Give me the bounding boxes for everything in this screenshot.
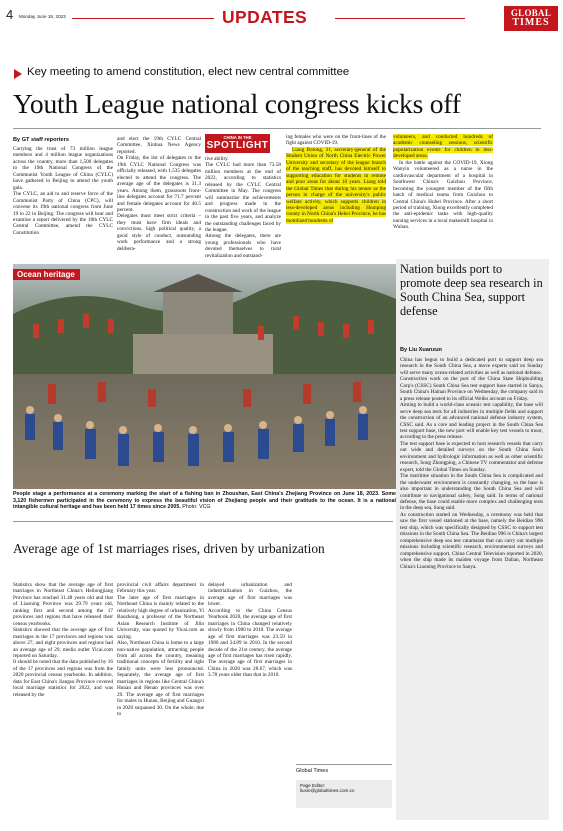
bottom-col-3-text: delayed urbanization and industrialization in Guizhou, the average age of first marriages was lower. According to the China Census Yearbook 2020, the average age of first marriages in China changed relatively slowly from 1980 to 2010. The average age of first marriages was 23.59 in 1980 and 24.89 in 2010. In the second decade of the 21st century, the average age of first marriages has risen rapidly. The average age of first marriages in China in 2020 was 28.67, which was 3.78 years older than that in 2010.: [208, 582, 292, 679]
top-story-col-4: [286, 134, 386, 258]
bottom-col-1: [13, 582, 113, 814]
top-col-5-rest: In the battle against the COVID-19, Xiong Wanyin volunteered as a nurse in the cardiovascular department of a hospital in Southwest China's Guizhou Province, becoming the youngest member of the fifth batch of medical teams from Guizhou to Central China's Hubei Province. After a short period of training, Xiong excellently completed the anti-epidemic tasks with high-quality nursing services in a local makeshift hospital in Wuhan.: [393, 159, 493, 231]
photo-tag: [13, 269, 80, 280]
top-col-3-text: tive ability. The CYLC had more than 73.58 million members at the end of 2022, according to statistics released by the CYLC Central Committee in May. The congress will summarize the achievements and progress made in the construction and work of the league in the past five years, and analyze the outstanding challenges faced by the league. Among the delegates, there are young professionals who have devoted themselves to rural revitalization and outstand-: [205, 156, 281, 258]
top-story-col-2: [117, 136, 201, 258]
top-col-2-text: and elect the 19th CYLC Central Committee, Xinhua News Agency reported. On Friday, the list of delegates to the 19th CYLC National Congress was officially released, with 1,535 delegates elected to attend the congress. The average age of the delegates is 31.3 years. Among them, grassroots front-line delegates account for 71.7 percent and female delegates account for 40.5 percent. Delegates must meet strict criteria – they must have firm ideals and convictions, high political quality, a good style of conduct, outstanding work performance and a strong delibera-: [117, 136, 201, 252]
spotlight-main-text: SPOTLIGHT: [206, 140, 269, 151]
bottom-col-2: [117, 582, 204, 814]
photo-scene: [13, 264, 396, 489]
headline: Youth League national congress kicks off: [13, 88, 461, 119]
bottom-top-rule: [13, 521, 393, 522]
photo-ground: [13, 374, 396, 489]
top-col-4-highlight: [286, 147, 386, 224]
global-times-logo: [504, 6, 558, 31]
bottom-col-3: [208, 582, 292, 732]
photo-caption-text: People stage a performance at a ceremony marking the start of a fishing ban in Zhoushan, East China's Zhejiang Province on June 18, 2023. Some 3,120 fishermen participated in the ceremony to express the beautiful vision of Zhejiang people and their gratitude to the ocean. It is a national intangible cultural heritage and has been held 17 times since 2005.: [13, 491, 396, 510]
spotlight-badge: [205, 134, 270, 153]
section-title: UPDATES: [222, 7, 308, 27]
issue-date: Monday June 19, 2023: [19, 14, 66, 19]
kicker-triangle-icon: [14, 69, 22, 79]
photo-caption: [13, 491, 396, 511]
highlight-liang: Liang Botong, 31, secretary-general of the Student Union of North China Electric Power University and secretary of the league branch of the teaching staff, has devoted himself to supporting education for students in remote and poor areas for about 10 years. Liang told the Global Times that during his tenure as the person in charge of the university's public welfare activity, which supports children in less-developed areas including Shunping county in North China's Hebei Province, he has mobilized hundreds of: [286, 146, 386, 224]
top-story-col-1: [13, 146, 113, 258]
page-number: 4: [6, 7, 14, 22]
side-story-headline: Nation builds port to promote deep sea research in South China Sea, support defense: [400, 262, 543, 318]
bottom-col-1-text: Statistics show that the average age of first marriages in Northeast China's Heilongjiang Province has reached 31.48 years old and that of Liaoning Province was 29.79 years old, ranking first and second among the 17 provinces and regions that have released their census yearbooks. Statistics showed that the average age of first marriages in the 17 provinces and regions was above 27, and eight provinces and regions had an average age of 29, media outlet Yicai.com reported on Saturday. It should be noted that the data published by 16 of the 17 provinces and regions was from the 2020 provincial census yearbooks. In addition, data for East China's Jiangsu Province covered local marriage statistics for 2022, and was released by the: [13, 582, 113, 698]
headline-rule: [13, 128, 541, 129]
byline: By GT staff reporters: [13, 137, 69, 143]
kicker: Key meeting to amend constitution, elect new central committee: [27, 66, 350, 78]
footer-source: Global Times: [296, 768, 329, 774]
ocean-heritage-photo: [13, 264, 396, 489]
footer-rule: [296, 764, 392, 765]
top-col-4-intro: ing females who were on the front-lines of the fight against COVID-19.: [286, 134, 386, 147]
page-editor-box: [296, 780, 392, 808]
top-col-1-text: Carrying the trust of 73 million league members and 4 million league organizations across the country, more than 1,500 delegates to the 19th National Congress of the Communist Youth League of China (CYLC) have gathered in Beijing to attend the youth gala. The CYLC, an aid to and reserve force of the Communist Party of China (CPC), will convene its 19th national congress from June 19 to 22 in Beijing. The congress will hear and examine a report delivered by the 18th CYLC Central Committee, amend the CYLC Constitution: [13, 146, 113, 236]
spotlight-top-text: CHINA IN THE: [223, 135, 252, 140]
logo-line-2: TIMES: [512, 17, 550, 28]
side-story-body: [400, 357, 543, 818]
highlight-volunteers: volunteers, and conducted hundreds of academic counseling sessions, scientific popularization events for children in less-developed areas.: [393, 134, 493, 160]
top-story-col-3: [205, 156, 281, 258]
photo-tag-label: Ocean heritage: [17, 270, 75, 279]
side-story-byline: By Liu Xuanzun: [400, 347, 442, 353]
bottom-headline: Average age of 1st marriages rises, driven by urbanization: [13, 541, 325, 556]
side-story-body-text: China has begun to build a dedicated port to support deep sea research in the South China Sea, a move experts said on Sunday will serve many ocean-related activities as well as national defense. Construction work on the port of the China State Shipbuilding Corp's (CSSC) South China Sea test support base started in Sanya, South China's Hainan Province on Wednesday, the company said in a press release posted to its official Weibo account on Friday. Aiming to build a world-class oceanic test capability, the base will serve deep sea tests for all industries in multiple fields and support the construction of an advanced national defense industry system, CSSC said. As a core and leading project in the South China Sea test support base, the new port will enable key test vessels to moor, according to the press release. The test support base is expected to host research vessels that carry out wide and detailed surveys on the South China Sea's environment and hydrologic information as well as other scientific research, Song Zhongping, a Chinese TV commentator and defense expert, told the Global Times on Sunday. The maritime situation in the South China Sea is complicated and the underwater environment is constantly changing, so the base is also important in understanding the South China Sea and will contribute to navigational safety, Song said. In terms of national defense, the base could enable more complex and challenging tests in the deep sea, Song said. As construction started on Wednesday, a ceremony was held that saw the first vessel stationed at the base, namely the Beidiao 996 test ship, which was specifically designed by CSSC to support test missions in the South China Sea. The Beidiao 996 is China's largest comprehensive deep sea test catamaran that can carry out multiple missions including scientific research, environmental surveys and comprehensive support, China Central Television reported in 2020, when the ship made its maiden voyage from Dalian, Northeast China's Liaoning Province to Sanya.: [400, 357, 543, 570]
header-rule-right: [335, 18, 465, 19]
top-story-col-5: [393, 134, 493, 258]
top-col-5-highlight: [393, 134, 493, 160]
page-editor-label: Page Editor:: [300, 783, 326, 788]
photo-credit: Photo: VCG: [182, 504, 211, 510]
header-rule-left: [72, 18, 214, 19]
page-editor-email[interactable]: liuxin@globaltimes.com.cn: [300, 788, 355, 793]
logo-line-1: GLOBAL: [510, 8, 552, 18]
photo-temple: [163, 289, 233, 339]
bottom-col-2-text: provincial civil affairs department in February this year. The later age of first marriages in Northeast China is mainly related to the relatively high degree of urbanization, Yi Baozhong, a professor of the Northeast Asian Research Institute of Jilin University, was quoted by Yicai.com as saying. Also, Northeast China is home to a large non-native population, attracting people from all across the country, meaning traditional concepts of fertility and tight family units were less pronounced. Separately, the average age of first marriages in regions like Central China's Hunan and Henan provinces was over 29. The average age of first marriages for males in Hunan, Beijing and Guangxi in 2020 surpassed 30. On the whole, due to: [117, 582, 204, 718]
